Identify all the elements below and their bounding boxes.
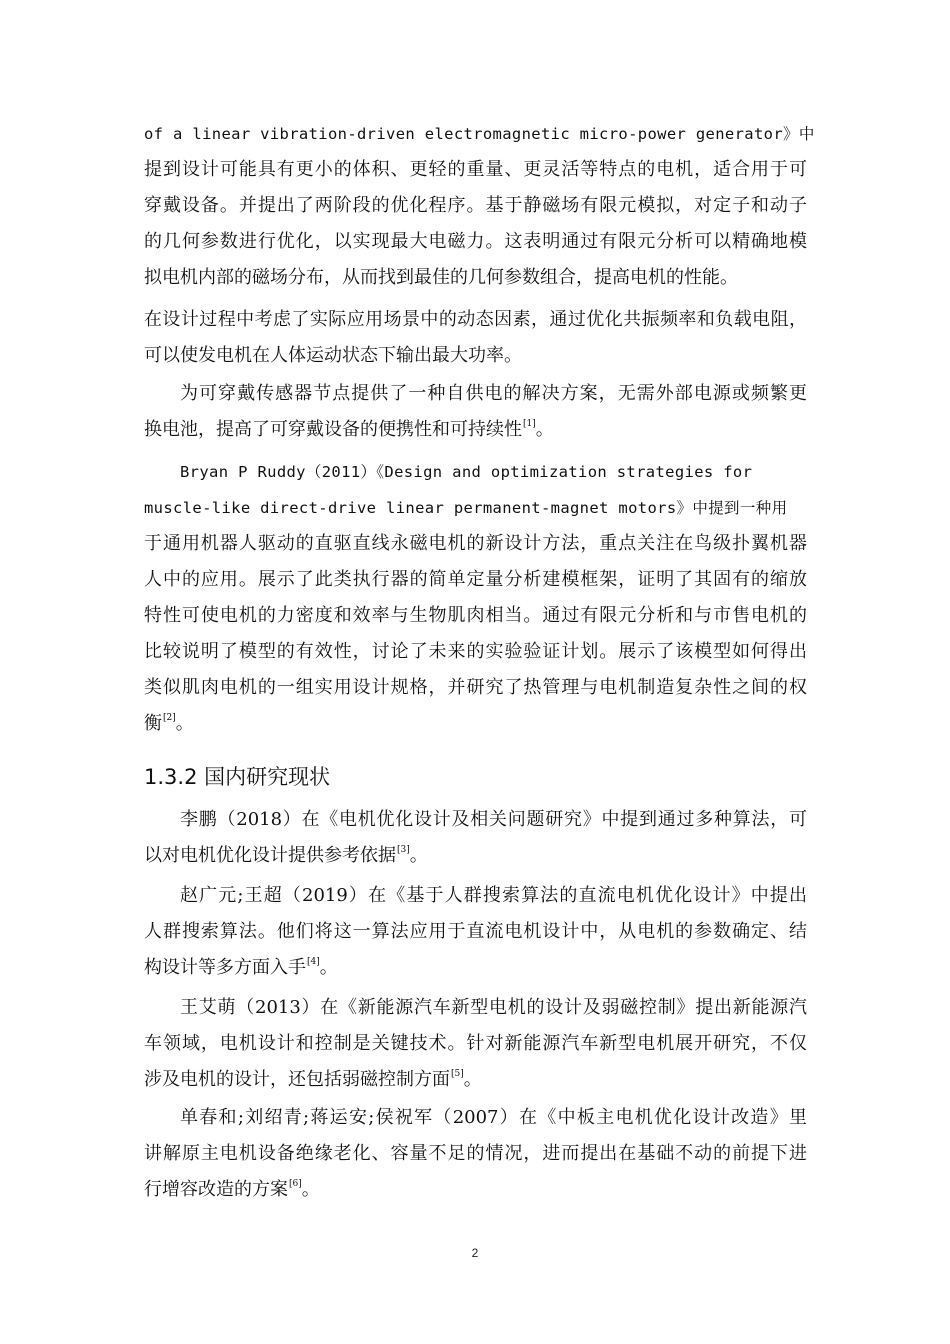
citation-ref: [4] (307, 957, 320, 967)
page-number: 2 (471, 1246, 479, 1260)
text-line: 拟电机内部的磁场分布，从而找到最佳的几何参数组合，提高电机的性能。 (144, 267, 738, 288)
text-line: 可以使发电机在人体运动状态下输出最大功率。 (144, 345, 522, 366)
text-line (144, 1068, 482, 1092)
text-line: 李鹏（2018）在《电机优化设计及相关问题研究》中提到通过多种算法，可 (180, 809, 807, 830)
text-line: 提到设计可能具有更小的体积、更轻的重量、更灵活等特点的电机，适合用于可 (144, 159, 807, 180)
text-line: 讲解原主电机设备绝缘老化、容量不足的情况，进而提出在基础不动的前提下进 (144, 1143, 807, 1164)
text-span: 以对电机优化设计提供参考依据 (144, 845, 396, 866)
text-line: 赵广元;王超（2019）在《基于人群搜索算法的直流电机优化设计》中提出 (180, 885, 807, 906)
text-line: 类似肌肉电机的一组实用设计规格，并研究了热管理与电机制造复杂性之间的权 (144, 677, 807, 698)
text-line (144, 844, 428, 868)
text-span: 换电池，提高了可穿戴设备的便携性和可持续性 (144, 419, 522, 440)
citation-ref: [3] (397, 845, 410, 855)
text-line: 比较说明了模型的有效性，讨论了未来的实验验证计划。展示了该模型如何得出 (144, 641, 807, 662)
text-line: 特性可使电机的力密度和效率与生物肌肉相当。通过有限元分析和与市售电机的 (144, 605, 807, 626)
period: 。 (535, 419, 554, 440)
text-line: 人中的应用。展示了此类执行器的简单定量分析建模框架，证明了其固有的缩放 (144, 569, 807, 590)
period: 。 (463, 1069, 482, 1090)
text-line (144, 956, 338, 980)
text-line: Bryan P Ruddy（2011）《Design and optimization strategies for (180, 463, 753, 481)
text-line: of a linear vibration-driven electromagnetic micro-power generator》中 (144, 125, 815, 143)
text-line: 于通用机器人驱动的直驱直线永磁电机的新设计方法，重点关注在鸟级扑翼机器 (144, 533, 807, 554)
text-span: 行增容改造的方案 (144, 1179, 288, 1200)
text-line (144, 1178, 320, 1202)
text-span: 衡 (144, 713, 162, 734)
text-line: 在设计过程中考虑了实际应用场景中的动态因素，通过优化共振频率和负载电阻， (144, 309, 807, 330)
text-line: 单春和;刘绍青;蒋运安;侯祝军（2007）在《中板主电机优化设计改造》里 (180, 1107, 807, 1128)
text-line (144, 712, 194, 736)
text-span: 构设计等多方面入手 (144, 957, 306, 978)
text-line: muscle-like direct-drive linear permanent-magnet motors》中提到一种用 (144, 499, 788, 517)
text-line: 为可穿戴传感器节点提供了一种自供电的解决方案，无需外部电源或频繁更 (180, 383, 807, 404)
period: 。 (301, 1179, 320, 1200)
citation-ref: [2] (163, 713, 176, 723)
text-line: 穿戴设备。并提出了两阶段的优化程序。基于静磁场有限元模拟，对定子和动子 (144, 195, 807, 216)
citation-ref: [1] (523, 419, 536, 429)
citation-ref: [6] (289, 1179, 302, 1189)
period: 。 (319, 957, 338, 978)
section-heading: 1.3.2 国内研究现状 (144, 765, 331, 789)
citation-ref: [5] (451, 1069, 464, 1079)
period: 。 (175, 713, 194, 734)
text-line: 车领域，电机设计和控制是关键技术。针对新能源汽车新型电机展开研究，不仅 (144, 1033, 807, 1054)
text-line: 的几何参数进行优化，以实现最大电磁力。这表明通过有限元分析可以精确地模 (144, 231, 807, 252)
text-line: 王艾萌（2013）在《新能源汽车新型电机的设计及弱磁控制》提出新能源汽 (180, 997, 807, 1018)
text-span: 涉及电机的设计，还包括弱磁控制方面 (144, 1069, 450, 1090)
text-line (144, 418, 554, 442)
period: 。 (409, 845, 428, 866)
text-line: 人群搜索算法。他们将这一算法应用于直流电机设计中，从电机的参数确定、结 (144, 921, 807, 942)
